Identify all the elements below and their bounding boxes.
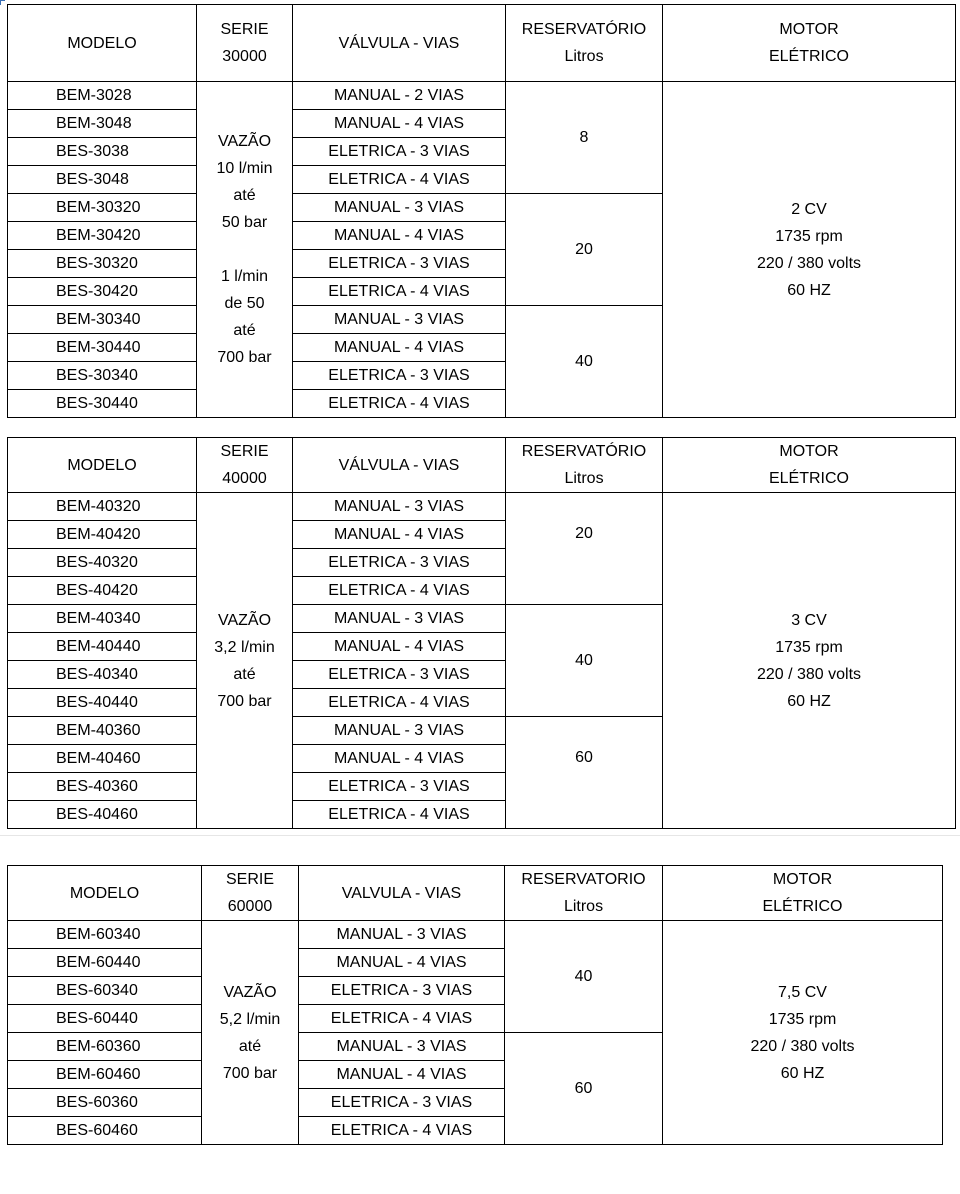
- header-modelo: MODELO: [8, 866, 202, 921]
- valve-cell: MANUAL - 3 VIAS: [293, 717, 506, 745]
- model-cell: BEM-3048: [8, 110, 197, 138]
- valve-cell: MANUAL - 4 VIAS: [293, 633, 506, 661]
- valve-cell: ELETRICA - 3 VIAS: [293, 362, 506, 390]
- valve-cell: MANUAL - 4 VIAS: [299, 1061, 505, 1089]
- spec-table-60000: [7, 865, 943, 1145]
- model-cell: BEM-30420: [8, 222, 197, 250]
- valve-cell: MANUAL - 3 VIAS: [293, 306, 506, 334]
- valve-cell: ELETRICA - 4 VIAS: [293, 166, 506, 194]
- valve-cell: ELETRICA - 4 VIAS: [293, 278, 506, 306]
- valve-cell: ELETRICA - 4 VIAS: [293, 801, 506, 829]
- model-cell: BES-60340: [8, 977, 202, 1005]
- model-cell: BEM-40320: [8, 493, 197, 521]
- header-reservatorio: RESERVATORIO Litros: [505, 866, 663, 921]
- valve-cell: MANUAL - 3 VIAS: [299, 921, 505, 949]
- header-serie: SERIE 30000: [197, 5, 293, 82]
- model-cell: BES-30340: [8, 362, 197, 390]
- model-cell: BES-60360: [8, 1089, 202, 1117]
- reservoir-cell: 40: [506, 605, 663, 717]
- model-cell: BES-40440: [8, 689, 197, 717]
- spec-table-30000: [7, 4, 956, 418]
- header-modelo: MODELO: [8, 5, 197, 82]
- reservoir-cell: 40: [505, 921, 663, 1033]
- flow-cell: VAZÃO 5,2 l/min até 700 bar: [202, 921, 299, 1145]
- header-serie: SERIE 40000: [197, 438, 293, 493]
- valve-cell: MANUAL - 4 VIAS: [293, 334, 506, 362]
- model-cell: BES-3038: [8, 138, 197, 166]
- reservoir-cell: 20: [506, 493, 663, 605]
- model-cell: BES-40420: [8, 577, 197, 605]
- model-cell: BES-40460: [8, 801, 197, 829]
- model-cell: BEM-60460: [8, 1061, 202, 1089]
- valve-cell: MANUAL - 4 VIAS: [293, 110, 506, 138]
- flow-cell: VAZÃO 10 l/min até 50 bar 1 l/min de 50 até 700 bar: [197, 82, 293, 418]
- motor-cell: 2 CV 1735 rpm 220 / 380 volts 60 HZ: [663, 82, 956, 418]
- model-cell: BEM-40440: [8, 633, 197, 661]
- header-valvula: VÁLVULA - VIAS: [293, 5, 506, 82]
- model-cell: BEM-30440: [8, 334, 197, 362]
- valve-cell: ELETRICA - 3 VIAS: [293, 549, 506, 577]
- model-cell: BES-30320: [8, 250, 197, 278]
- model-cell: BES-40320: [8, 549, 197, 577]
- header-motor: MOTOR ELÉTRICO: [663, 866, 943, 921]
- header-motor: MOTOR ELÉTRICO: [663, 438, 956, 493]
- reservoir-cell: 20: [506, 194, 663, 306]
- valve-cell: MANUAL - 4 VIAS: [293, 745, 506, 773]
- valve-cell: MANUAL - 3 VIAS: [293, 605, 506, 633]
- valve-cell: ELETRICA - 4 VIAS: [299, 1005, 505, 1033]
- model-cell: BES-3048: [8, 166, 197, 194]
- model-cell: BEM-60340: [8, 921, 202, 949]
- valve-cell: ELETRICA - 4 VIAS: [293, 390, 506, 418]
- model-cell: BES-30440: [8, 390, 197, 418]
- valve-cell: MANUAL - 4 VIAS: [293, 222, 506, 250]
- model-cell: BEM-3028: [8, 82, 197, 110]
- header-reservatorio: RESERVATÓRIO Litros: [506, 438, 663, 493]
- flow-cell: VAZÃO 3,2 l/min até 700 bar: [197, 493, 293, 829]
- valve-cell: MANUAL - 3 VIAS: [293, 194, 506, 222]
- header-valvula: VÁLVULA - VIAS: [293, 438, 506, 493]
- header-reservatorio: RESERVATÓRIO Litros: [506, 5, 663, 82]
- header-valvula: VALVULA - VIAS: [299, 866, 505, 921]
- reservoir-cell: 40: [506, 306, 663, 418]
- header-serie: SERIE 60000: [202, 866, 299, 921]
- corner-mark: [0, 0, 5, 5]
- valve-cell: MANUAL - 4 VIAS: [293, 521, 506, 549]
- reservoir-cell: 60: [506, 717, 663, 829]
- section-divider: [0, 835, 960, 836]
- valve-cell: ELETRICA - 3 VIAS: [293, 138, 506, 166]
- model-cell: BEM-60440: [8, 949, 202, 977]
- model-cell: BES-40340: [8, 661, 197, 689]
- motor-cell: 3 CV 1735 rpm 220 / 380 volts 60 HZ: [663, 493, 956, 829]
- model-cell: BEM-40360: [8, 717, 197, 745]
- header-motor: MOTOR ELÉTRICO: [663, 5, 956, 82]
- model-cell: BES-40360: [8, 773, 197, 801]
- valve-cell: ELETRICA - 4 VIAS: [299, 1117, 505, 1145]
- valve-cell: ELETRICA - 3 VIAS: [299, 977, 505, 1005]
- motor-cell: 7,5 CV 1735 rpm 220 / 380 volts 60 HZ: [663, 921, 943, 1145]
- valve-cell: MANUAL - 3 VIAS: [293, 493, 506, 521]
- header-modelo: MODELO: [8, 438, 197, 493]
- reservoir-cell: 8: [506, 82, 663, 194]
- valve-cell: MANUAL - 4 VIAS: [299, 949, 505, 977]
- valve-cell: ELETRICA - 3 VIAS: [293, 773, 506, 801]
- model-cell: BES-30420: [8, 278, 197, 306]
- model-cell: BES-60440: [8, 1005, 202, 1033]
- valve-cell: ELETRICA - 3 VIAS: [293, 661, 506, 689]
- valve-cell: ELETRICA - 4 VIAS: [293, 577, 506, 605]
- valve-cell: MANUAL - 2 VIAS: [293, 82, 506, 110]
- model-cell: BEM-40340: [8, 605, 197, 633]
- valve-cell: ELETRICA - 3 VIAS: [293, 250, 506, 278]
- model-cell: BES-60460: [8, 1117, 202, 1145]
- spec-table-40000: [7, 437, 956, 829]
- model-cell: BEM-40420: [8, 521, 197, 549]
- model-cell: BEM-30340: [8, 306, 197, 334]
- reservoir-cell: 60: [505, 1033, 663, 1145]
- model-cell: BEM-30320: [8, 194, 197, 222]
- model-cell: BEM-60360: [8, 1033, 202, 1061]
- valve-cell: MANUAL - 3 VIAS: [299, 1033, 505, 1061]
- model-cell: BEM-40460: [8, 745, 197, 773]
- valve-cell: ELETRICA - 4 VIAS: [293, 689, 506, 717]
- valve-cell: ELETRICA - 3 VIAS: [299, 1089, 505, 1117]
